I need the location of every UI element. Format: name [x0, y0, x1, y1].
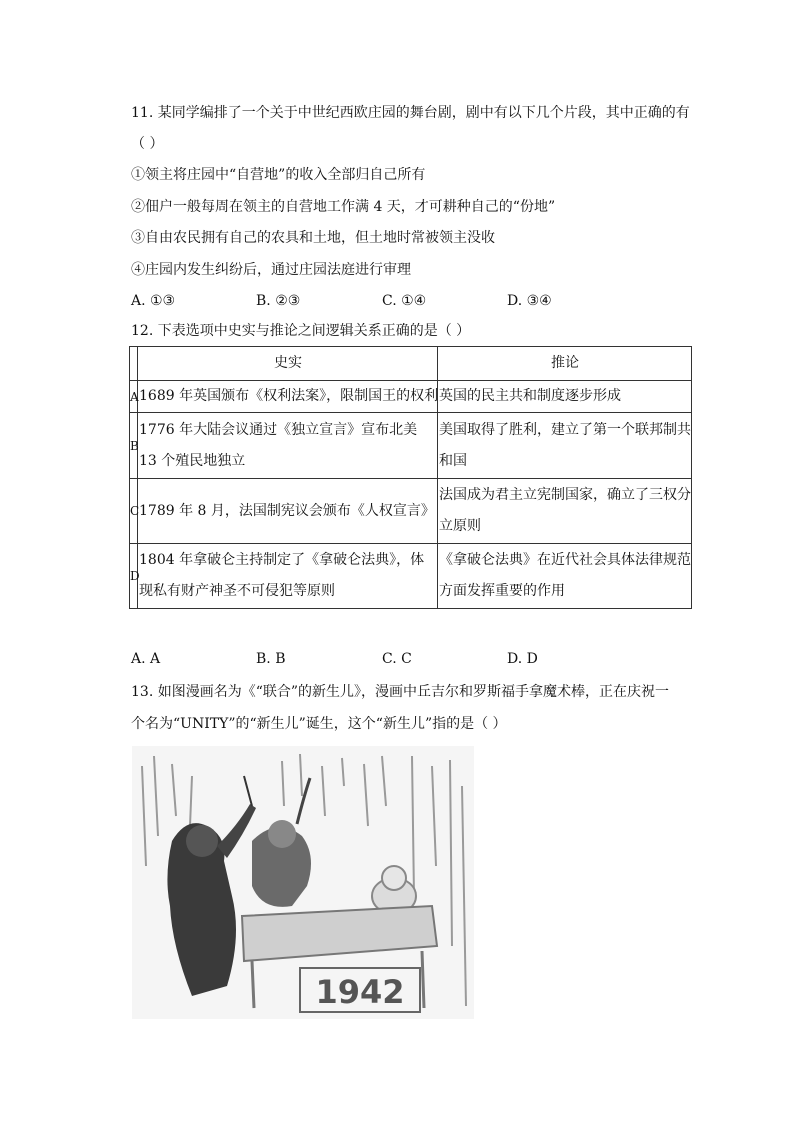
- table-header-blank: [130, 347, 138, 381]
- row-letter: D: [130, 544, 138, 609]
- q12-option-c[interactable]: C. C: [382, 651, 412, 667]
- q12-option-a[interactable]: A. A: [131, 651, 161, 667]
- cartoon-figure: [132, 746, 474, 1019]
- cartoon-year-label: 1942: [315, 973, 405, 1011]
- q11-option-a[interactable]: A. ①③: [131, 293, 176, 309]
- q11-option-d[interactable]: D. ③④: [507, 293, 552, 309]
- q13-stem-line1: 13. 如图漫画名为《“联合”的新生儿》，漫画中丘吉尔和罗斯福手拿魔术棒，正在庆祝一: [131, 684, 670, 700]
- table-row: [130, 413, 692, 479]
- q12-option-d[interactable]: D. D: [507, 651, 538, 667]
- q11-option-c[interactable]: C. ①④: [382, 293, 427, 309]
- table-header-inference: 推论: [438, 347, 692, 381]
- cartoon-illustration: [132, 746, 474, 1019]
- table-row: [130, 479, 692, 544]
- q11-stem: 11. 某同学编排了一个关于中世纪西欧庄园的舞台剧，剧中有以下几个片段，其中正确的有: [131, 105, 690, 121]
- q12-option-b[interactable]: B. B: [256, 651, 286, 667]
- row-inference: 美国取得了胜利，建立了第一个联邦制共和国: [438, 413, 692, 479]
- table-header-fact: 史实: [138, 347, 438, 381]
- row-inference: 英国的民主共和制度逐步形成: [438, 381, 692, 413]
- row-inference: 法国成为君主立宪制国家，确立了三权分立原则: [438, 479, 692, 544]
- row-letter: C: [130, 479, 138, 544]
- table-row: [130, 381, 692, 413]
- table-row: [130, 544, 692, 609]
- table-header-row: [130, 347, 692, 381]
- row-inference: 《拿破仑法典》在近代社会具体法律规范方面发挥重要的作用: [438, 544, 692, 609]
- row-letter: B: [130, 413, 138, 479]
- row-fact: 1804 年拿破仑主持制定了《拿破仑法典》，体现私有财产神圣不可侵犯等原则: [138, 544, 438, 609]
- q13-stem-line2: 个名为“UNITY”的“新生儿”诞生，这个“新生儿”指的是（ ）: [131, 716, 507, 732]
- q11-item-3: ③自由农民拥有自己的农具和土地，但土地时常被领主没收: [131, 230, 495, 246]
- q12-stem: 12. 下表选项中史实与推论之间逻辑关系正确的是（ ）: [131, 323, 471, 339]
- q11-paren: （ ）: [131, 136, 164, 152]
- q12-options: [131, 650, 651, 668]
- q11-options: [131, 292, 651, 310]
- q11-item-2: ②佃户一般每周在领主的自营地工作满 4 天，才可耕种自己的“份地”: [131, 199, 556, 215]
- q11-option-b[interactable]: B. ②③: [256, 293, 301, 309]
- row-letter: A: [130, 381, 138, 413]
- q11-item-1: ①领主将庄园中“自营地”的收入全部归自己所有: [131, 167, 426, 183]
- row-fact: 1776 年大陆会议通过《独立宣言》宣布北美 13 个殖民地独立: [138, 413, 438, 479]
- q11-item-4: ④庄园内发生纠纷后，通过庄园法庭进行审理: [131, 262, 411, 278]
- row-fact: 1789 年 8 月，法国制宪议会颁布《人权宣言》: [138, 479, 438, 544]
- row-fact: 1689 年英国颁布《权利法案》，限制国王的权利: [138, 381, 438, 413]
- q12-table: [129, 346, 692, 609]
